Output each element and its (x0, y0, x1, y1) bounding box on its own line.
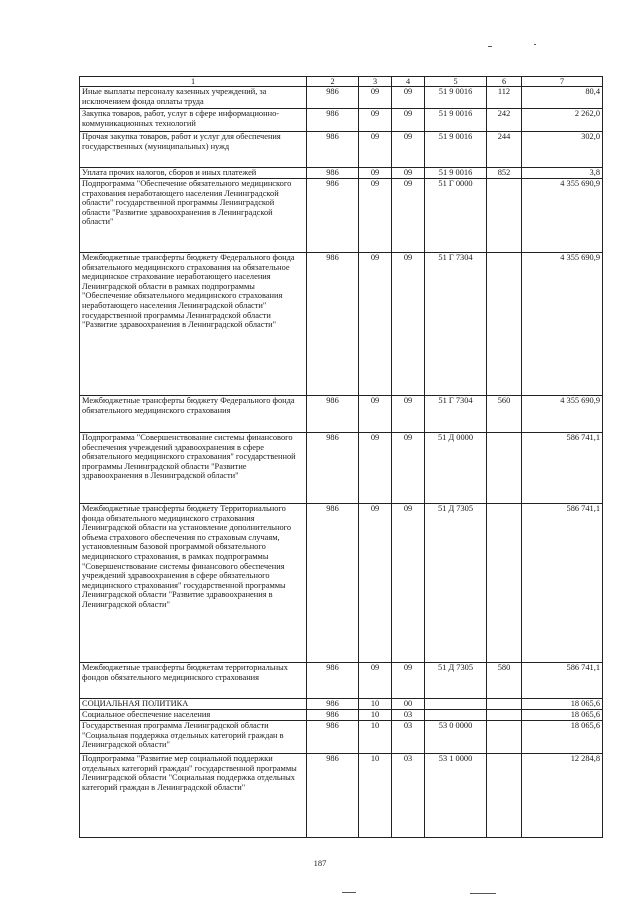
cell-admin-code: 986 (307, 721, 359, 754)
table-row (80, 699, 603, 710)
cell-admin-code: 986 (307, 699, 359, 710)
cell-expense-type: 244 (487, 132, 522, 168)
table-row (80, 721, 603, 754)
cell-section: 09 (359, 132, 392, 168)
cell-admin-code: 986 (307, 168, 359, 179)
column-header: 4 (392, 77, 425, 87)
cell-subsection: 03 (392, 754, 425, 838)
scan-speck (488, 46, 492, 47)
cell-expense-type: 580 (487, 663, 522, 699)
cell-subsection: 09 (392, 132, 425, 168)
cell-admin-code: 986 (307, 663, 359, 699)
cell-target-article (425, 699, 487, 710)
cell-admin-code: 986 (307, 710, 359, 721)
cell-subsection: 09 (392, 87, 425, 109)
cell-expense-type (487, 504, 522, 663)
cell-section: 09 (359, 663, 392, 699)
cell-target-article: 51 Д 7305 (425, 663, 487, 699)
cell-section: 10 (359, 721, 392, 754)
cell-section: 09 (359, 179, 392, 253)
cell-expense-type: 242 (487, 109, 522, 132)
cell-amount: 2 262,0 (522, 109, 603, 132)
table-row (80, 754, 603, 838)
scan-speck (342, 892, 356, 893)
cell-subsection: 09 (392, 179, 425, 253)
cell-target-article (425, 710, 487, 721)
cell-target-article: 51 Г 0000 (425, 179, 487, 253)
cell-section: 10 (359, 710, 392, 721)
cell-subsection: 03 (392, 710, 425, 721)
table-row (80, 253, 603, 396)
cell-section: 09 (359, 396, 392, 433)
cell-amount: 12 284,8 (522, 754, 603, 838)
column-header: 6 (487, 77, 522, 87)
row-name: Подпрограмма "Совершенствование системы финансового обеспечения учреждений здравоохранения в сфере обязательного медицинского страхования" государственной программы Ленинградской области "Развитие здравоохранения в Ленинградской области" (80, 433, 307, 504)
column-header: 3 (359, 77, 392, 87)
cell-amount: 4 355 690,9 (522, 253, 603, 396)
cell-subsection: 09 (392, 433, 425, 504)
table-header-row (80, 77, 603, 87)
column-header: 5 (425, 77, 487, 87)
cell-section: 09 (359, 109, 392, 132)
row-name: Межбюджетные трансферты бюджету Территориального фонда обязательного медицинского страхования Ленинградской области на установление дополнительного объема страхового обеспечения по страховым случаям, установленным базовой программой обязательного медицинского страхования, в рамках подпрограммы "Совершенствование системы финансового обеспечения учреждений здравоохранения в сфере обязательного медицинского страхования" государственной программы Ленинградской области "Развитие здравоохранения в Ленинградской области" (80, 504, 307, 663)
table-row (80, 132, 603, 168)
row-name: Межбюджетные трансферты бюджетам территориальных фондов обязательного медицинского страхования (80, 663, 307, 699)
cell-subsection: 09 (392, 253, 425, 396)
cell-amount: 18 065,6 (522, 710, 603, 721)
cell-admin-code: 986 (307, 132, 359, 168)
cell-section: 09 (359, 433, 392, 504)
cell-admin-code: 986 (307, 433, 359, 504)
cell-subsection: 09 (392, 504, 425, 663)
cell-amount: 80,4 (522, 87, 603, 109)
row-name: Иные выплаты персоналу казенных учреждений, за исключением фонда оплаты труда (80, 87, 307, 109)
row-name: Закупка товаров, работ, услуг в сфере информационно-коммуникационных технологий (80, 109, 307, 132)
column-header: 1 (80, 77, 307, 87)
row-name: Межбюджетные трансферты бюджету Федерального фонда обязательного медицинского страхования на обязательное медицинское страхование неработающего населения Ленинградской области в рамках подпрограммы "Обеспечение обязательного медицинского страхования неработающего населения Ленинградской области" государственной программы Ленинградской области "Развитие здравоохранения в Ленинградской области" (80, 253, 307, 396)
cell-expense-type: 560 (487, 396, 522, 433)
table-row (80, 396, 603, 433)
row-name: Государственная программа Ленинградской области "Социальная поддержка отдельных категорий граждан в Ленинградской области" (80, 721, 307, 754)
scan-speck (470, 893, 496, 894)
cell-amount: 4 355 690,9 (522, 179, 603, 253)
table-row (80, 710, 603, 721)
table-row (80, 433, 603, 504)
cell-subsection: 09 (392, 396, 425, 433)
cell-target-article: 51 Г 7304 (425, 396, 487, 433)
table-row (80, 504, 603, 663)
row-name: Уплата прочих налогов, сборов и иных платежей (80, 168, 307, 179)
cell-admin-code: 986 (307, 87, 359, 109)
cell-amount: 18 065,6 (522, 721, 603, 754)
cell-admin-code: 986 (307, 504, 359, 663)
cell-admin-code: 986 (307, 754, 359, 838)
table-row (80, 87, 603, 109)
cell-target-article: 51 Д 7305 (425, 504, 487, 663)
cell-section: 09 (359, 168, 392, 179)
column-header: 7 (522, 77, 603, 87)
cell-target-article: 51 9 0016 (425, 109, 487, 132)
cell-amount: 3,8 (522, 168, 603, 179)
cell-section: 10 (359, 754, 392, 838)
cell-expense-type (487, 179, 522, 253)
scan-speck (534, 44, 536, 45)
cell-expense-type (487, 699, 522, 710)
row-name: СОЦИАЛЬНАЯ ПОЛИТИКА (80, 699, 307, 710)
cell-expense-type: 112 (487, 87, 522, 109)
row-name: Подпрограмма "Обеспечение обязательного медицинского страхования неработающего населения Ленинградской области" государственной программы Ленинградской области "Развитие здравоохранения в Ленинградской области" (80, 179, 307, 253)
cell-target-article: 51 Г 7304 (425, 253, 487, 396)
cell-expense-type (487, 754, 522, 838)
cell-amount: 18 065,6 (522, 699, 603, 710)
row-name: Подпрограмма "Развитие мер социальной поддержки отдельных категорий граждан" государственной программы Ленинградской области "Социальная поддержка отдельных категорий граждан в Ленинградской области" (80, 754, 307, 838)
cell-target-article: 51 Д 0000 (425, 433, 487, 504)
cell-expense-type (487, 721, 522, 754)
cell-section: 09 (359, 253, 392, 396)
cell-target-article: 53 1 0000 (425, 754, 487, 838)
cell-amount: 586 741,1 (522, 433, 603, 504)
cell-expense-type: 852 (487, 168, 522, 179)
cell-target-article: 51 9 0016 (425, 132, 487, 168)
cell-admin-code: 986 (307, 109, 359, 132)
cell-section: 10 (359, 699, 392, 710)
cell-subsection: 00 (392, 699, 425, 710)
budget-table (79, 76, 603, 838)
page-number: 187 (313, 858, 327, 868)
cell-admin-code: 986 (307, 396, 359, 433)
cell-expense-type (487, 433, 522, 504)
cell-section: 09 (359, 504, 392, 663)
row-name: Прочая закупка товаров, работ и услуг для обеспечения государственных (муниципальных) нужд (80, 132, 307, 168)
cell-target-article: 53 0 0000 (425, 721, 487, 754)
cell-amount: 586 741,1 (522, 663, 603, 699)
cell-amount: 4 355 690,9 (522, 396, 603, 433)
table-row (80, 179, 603, 253)
cell-section: 09 (359, 87, 392, 109)
table-row (80, 109, 603, 132)
cell-subsection: 09 (392, 168, 425, 179)
cell-amount: 302,0 (522, 132, 603, 168)
cell-amount: 586 741,1 (522, 504, 603, 663)
column-header: 2 (307, 77, 359, 87)
cell-subsection: 03 (392, 721, 425, 754)
cell-subsection: 09 (392, 109, 425, 132)
cell-target-article: 51 9 0016 (425, 87, 487, 109)
cell-admin-code: 986 (307, 253, 359, 396)
row-name: Социальное обеспечение населения (80, 710, 307, 721)
table-row (80, 168, 603, 179)
cell-expense-type (487, 710, 522, 721)
cell-expense-type (487, 253, 522, 396)
cell-target-article: 51 9 0016 (425, 168, 487, 179)
row-name: Межбюджетные трансферты бюджету Федерального фонда обязательного медицинского страхования (80, 396, 307, 433)
table-row (80, 663, 603, 699)
cell-admin-code: 986 (307, 179, 359, 253)
cell-subsection: 09 (392, 663, 425, 699)
